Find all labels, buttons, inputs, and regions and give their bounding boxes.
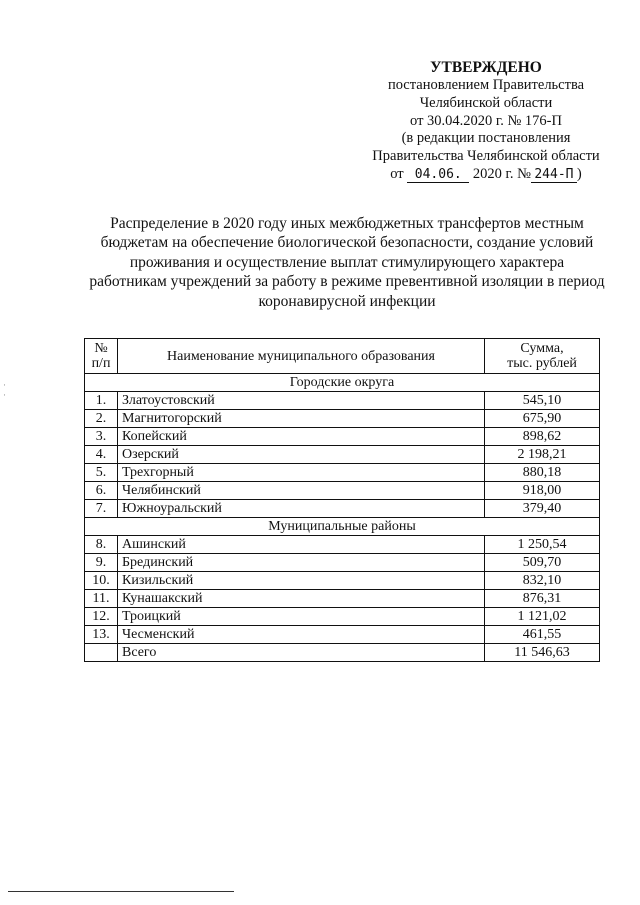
group-title: Муниципальные районы	[85, 518, 600, 536]
row-sum: 509,70	[485, 554, 600, 572]
row-sum: 832,10	[485, 572, 600, 590]
table-row	[85, 536, 600, 554]
title-line: бюджетам на обеспечение биологической безопасности, создание условий	[100, 234, 594, 252]
header-sum	[485, 339, 600, 374]
allocation-table	[84, 338, 600, 662]
table-row	[85, 446, 600, 464]
row-name: Южноуральский	[118, 500, 485, 518]
row-sum: 675,90	[485, 410, 600, 428]
row-sum: 461,55	[485, 626, 600, 644]
table-row	[85, 608, 600, 626]
row-num: 6.	[85, 482, 118, 500]
table-header-row	[85, 339, 600, 374]
row-sum: 876,31	[485, 590, 600, 608]
row-num: 4.	[85, 446, 118, 464]
row-num: 3.	[85, 428, 118, 446]
amendment-date: 04.06.	[407, 167, 469, 183]
row-name: Брединский	[118, 554, 485, 572]
row-name: Кунашакский	[118, 590, 485, 608]
row-name: Кизильский	[118, 572, 485, 590]
group-row	[85, 374, 600, 392]
approval-line: постановлением Правительства	[387, 77, 585, 93]
row-num: 5.	[85, 464, 118, 482]
row-num: 8.	[85, 536, 118, 554]
row-sum: 1 121,02	[485, 608, 600, 626]
row-sum: 2 198,21	[485, 446, 600, 464]
table-row	[85, 428, 600, 446]
table-row	[85, 590, 600, 608]
document-title	[80, 214, 614, 311]
approval-stamp	[352, 58, 620, 184]
title-line: Распределение в 2020 году иных межбюджетных трансфертов местным	[110, 215, 584, 232]
approval-line: Правительства Челябинской области	[372, 148, 600, 165]
row-num: 10.	[85, 572, 118, 590]
header-sum-line2: тыс. рублей	[507, 356, 577, 371]
table-row	[85, 392, 600, 410]
row-sum: 898,62	[485, 428, 600, 446]
header-sum-line1: Сумма,	[520, 341, 564, 356]
scan-margin-mark: · ·	[3, 380, 6, 400]
footnote-divider	[8, 891, 234, 892]
table-row	[85, 626, 600, 644]
amendment-year: 2020 г. №	[472, 165, 531, 182]
header-num-line2: п/п	[91, 356, 111, 371]
row-num: 2.	[85, 410, 118, 428]
title-line: проживания и осуществление выплат стимулирующего характера	[129, 253, 565, 271]
total-row	[85, 644, 600, 662]
row-name: Златоустовский	[118, 392, 485, 410]
approval-heading: УТВЕРЖДЕНО	[430, 59, 542, 76]
header-name: Наименование муниципального образования	[118, 339, 485, 374]
row-sum: 880,18	[485, 464, 600, 482]
table-row	[85, 464, 600, 482]
amendment-number: 244-П	[531, 167, 577, 183]
header-num	[85, 339, 118, 374]
approval-line: (в редакции постановления	[401, 130, 571, 147]
row-name: Троицкий	[118, 608, 485, 626]
approval-line: от 30.04.2020 г. № 176-П	[410, 112, 562, 129]
total-sum: 11 546,63	[485, 644, 600, 662]
row-name: Челябинский	[118, 482, 485, 500]
amendment-suffix: )	[576, 165, 582, 182]
row-name: Копейский	[118, 428, 485, 446]
row-sum: 918,00	[485, 482, 600, 500]
amendment-line	[352, 166, 620, 184]
row-num: 7.	[85, 500, 118, 518]
table-row	[85, 500, 600, 518]
header-num-line1: №	[94, 341, 108, 356]
table-row	[85, 554, 600, 572]
row-num: 1.	[85, 392, 118, 410]
title-line: коронавирусной инфекции	[258, 292, 436, 310]
row-name: Озерский	[118, 446, 485, 464]
row-name: Магнитогорский	[118, 410, 485, 428]
title-line: работникам учреждений за работу в режиме превентивной изоляции в период	[89, 273, 605, 291]
total-num-cell	[85, 644, 118, 662]
row-sum: 379,40	[485, 500, 600, 518]
row-num: 12.	[85, 608, 118, 626]
group-row	[85, 518, 600, 536]
group-title: Городские округа	[85, 374, 600, 392]
row-num: 11.	[85, 590, 118, 608]
amendment-prefix: от	[390, 165, 404, 182]
row-name: Трехгорный	[118, 464, 485, 482]
row-num: 13.	[85, 626, 118, 644]
row-name: Ашинский	[118, 536, 485, 554]
table-row	[85, 482, 600, 500]
table-row	[85, 572, 600, 590]
row-sum: 545,10	[485, 392, 600, 410]
total-label: Всего	[118, 644, 485, 662]
row-sum: 1 250,54	[485, 536, 600, 554]
table-row	[85, 410, 600, 428]
approval-line: Челябинской области	[419, 94, 553, 111]
row-name: Чесменский	[118, 626, 485, 644]
row-num: 9.	[85, 554, 118, 572]
